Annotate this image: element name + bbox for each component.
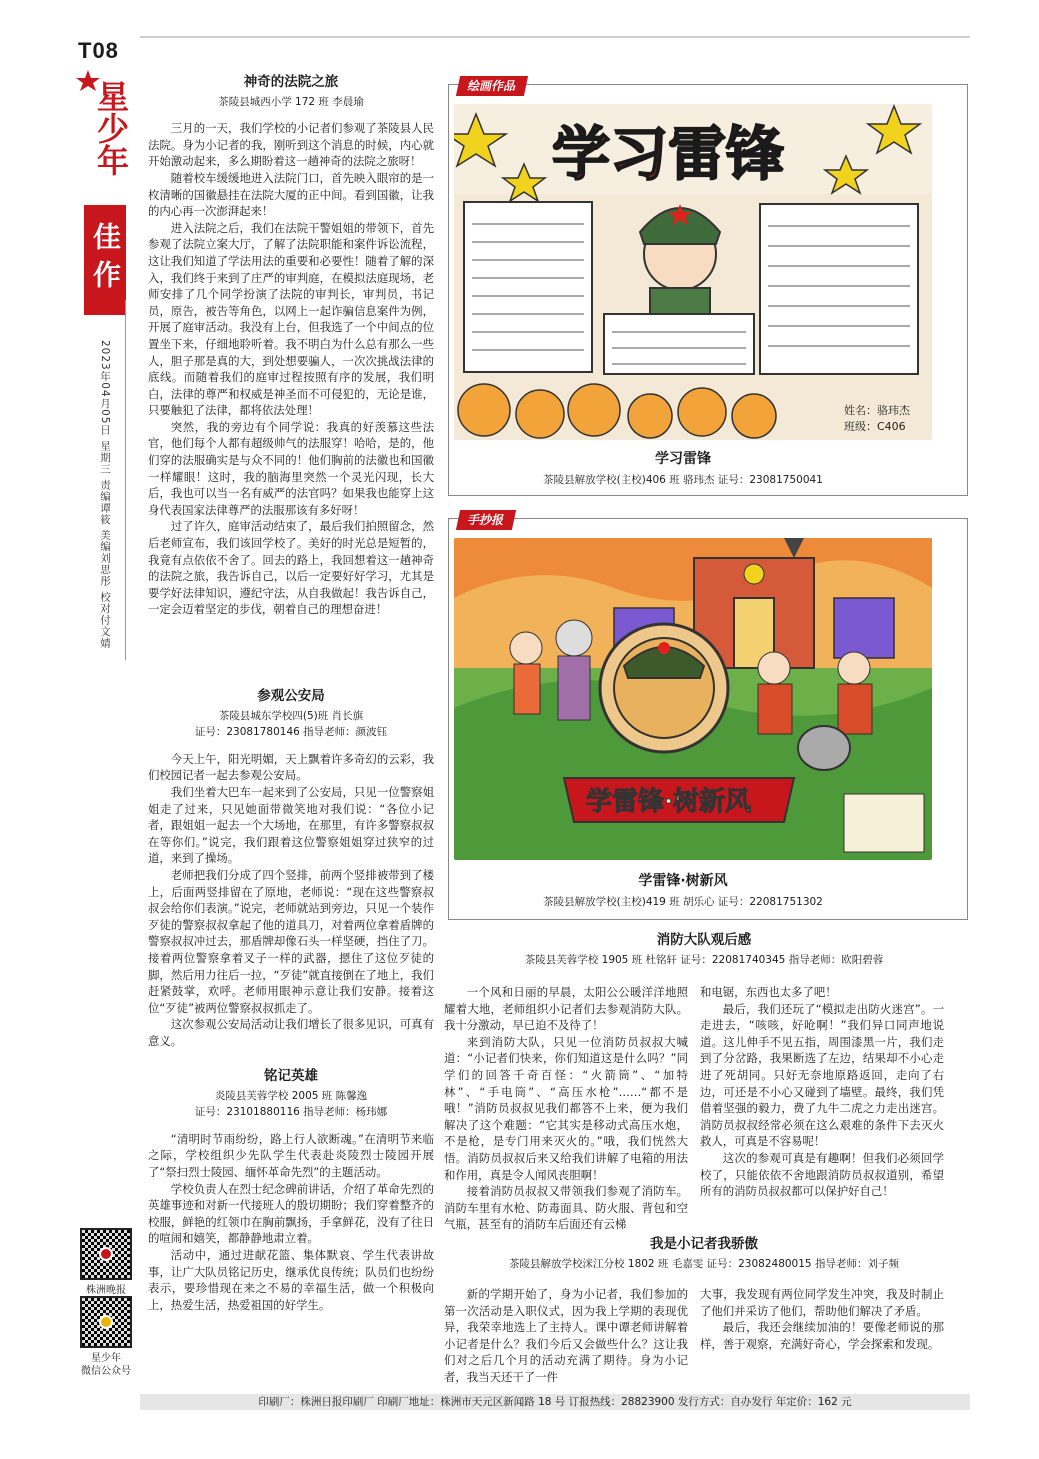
paragraph: 三月的一天，我们学校的小记者们参观了茶陵县人民法院。身为小记者的我，刚听到这个消息的时候，内心就开始激动起来，多么期盼着这一趟神奇的法院之旅呀！ xyxy=(148,121,434,169)
article-title: 神奇的法院之旅 xyxy=(243,74,339,90)
learn-from-leifeng-drawing xyxy=(454,104,932,440)
leifeng-handwritten-paper xyxy=(454,538,932,860)
paragraph: 接着消防员叔叔又带领我们参观了消防车。消防车里有水枪、防毒面具、防火服、背包和空气瓶，甚至有的消防车后面还有云梯 xyxy=(444,1184,688,1232)
article-column-right xyxy=(700,984,944,1200)
qr-code-icon[interactable] xyxy=(80,1228,132,1280)
paragraph: 活动中，通过进献花篮、集体默哀、学生代表讲故事，让广大队员铭记历史，继承优良传统；队员们也纷纷表示，要珍惜现在来之不易的幸福生活，做一个积极向上，热爱生活，热爱祖国的好学生。 xyxy=(148,1247,434,1312)
paragraph: 和电锯，东西也太多了吧！ xyxy=(700,985,837,999)
paragraph: 这次的参观可真是有趣啊！但我们必须回学校了，只能依依不舍地跟消防员叔叔道别，希望所有的消防员叔叔都可以保护好自己！ xyxy=(700,1150,944,1199)
artwork-title: 学雷锋·树新风 xyxy=(638,873,728,889)
artwork-credit: 茶陵县解放学校(主校)406 班 骆玮杰 证号：23081750041 xyxy=(543,474,823,486)
qr-caption: 株洲晚报 xyxy=(86,1285,126,1296)
edition-info: 2023年04月05日 星期三 责编谭筱 美编刘思彤 校对付文婧 xyxy=(99,340,111,649)
article-column-right xyxy=(700,1286,944,1352)
paragraph: 过了许久，庭审活动结束了，最后我们拍照留念，然后老师宣布，我们该回学校了。美好的时光总是短暂的，我竟有点依依不舍了。回去的路上，我回想着这一趟神奇的法院之旅，我告诉自己，以后一定要好好学习，尤其是要学好法律知识，遵纪守法，从自我做起！我告诉自己，一定会迈着坚定的步伐，朝着自己的理想奋进！ xyxy=(148,519,434,617)
paragraph: 我们坐着大巴车一起来到了公安局，只见一位警察姐姐走了过来，只见她面带微笑地对我们说：“各位小记者，跟姐姐一起去一个大场地，在那里，有许多警察叔叔在等你们。”说完，我们跟着这位警察姐姐穿过狭窄的过道，来到了操场。 xyxy=(148,784,434,866)
paragraph: 随着校车缓缓地进入法院门口，首先映入眼帘的是一枚清晰的国徽悬挂在法院大厦的正中间。看到国徽，让我的内心再一次澎湃起来！ xyxy=(148,170,434,219)
article-title: 铭记英雄 xyxy=(264,1068,318,1084)
svg-text:班级：C406: 班级：C406 xyxy=(844,420,906,433)
artwork-title: 学习雷锋 xyxy=(655,451,711,467)
section-label: 佳作 xyxy=(84,205,126,315)
artwork-tag: 手抄报 xyxy=(456,510,516,530)
article-byline: 炎陵县芙蓉学校 2005 班 陈馨逸 xyxy=(214,1089,368,1102)
masthead-logo: 星少年 xyxy=(92,80,130,176)
paragraph: 来到消防大队，只见一位消防员叔叔大喊道：“小记者们快来，你们知道这是什么吗？”同学们的回答千奇百怪：“火箭筒”、“加特林”、“手电筒”、“高压水枪”……“都不是哦！”消防员叔叔见我们都答不上来，便为我们解决了这个难题：“它其实是移动式高压水炮，不是枪，是专门用来灭火的。”哦，我们恍然大悟。消防员叔叔后来又给我们讲解了电箱的用法和作用，真是令人闻风丧胆啊！ xyxy=(444,1034,688,1182)
sidebar-rule xyxy=(125,300,126,660)
paragraph: 最后，我们还玩了“模拟走出防火迷宫”。一走进去，“咳咳，好呛啊！”我们异口同声地说道。这儿伸手不见五指，周围漆黑一片，我们走到了分岔路，我果断选了左边，结果却不小心走进了死胡同。只好无奈地原路返回，走向了右边，可还是不小心又碰到了墙壁。最终，我们凭借着坚强的毅力，费了九牛二虎之力走出迷宫。消防员叔叔经常必须在这么艰难的条件下去灭火救人，可真是不容易呢！ xyxy=(700,1001,944,1149)
artwork-credit: 茶陵县解放学校(主校)419 班 胡乐心 证号：22081751302 xyxy=(543,896,823,908)
article-byline-2: 证号：23101880116 指导老师：杨玮娜 xyxy=(194,1106,388,1119)
artwork-heading: 学习雷锋 xyxy=(552,120,785,188)
paragraph: 新的学期开始了，身为小记者，我们参加的第一次活动是入职仪式，因为我上学期的表现优异，我荣幸地选上了主持人。课中谭老师讲解着小记者是什么？我们今后又会做些什么？这让我们对之后几个月的活动充满了期待。身为小记者，我当天还干了一件 xyxy=(444,1287,688,1384)
artwork-banner: 学雷锋·树新风 xyxy=(586,787,752,817)
article-column-left xyxy=(444,1286,688,1386)
article-column-left xyxy=(444,984,688,1233)
artwork-caption xyxy=(448,870,918,909)
paragraph: 老师把我们分成了四个竖排，前两个竖排被带到了楼上，后面两竖排留在了原地，老师说：“现在这些警察叔叔会给你们表演。”说完，老师就站到旁边，只见一个装作歹徒的警察叔叔拿起了他的道具刀，对着两位拿着盾牌的警察叔叔冲过去，那盾牌却像石头一样坚硬，挡住了刀。接着两位警察拿着叉子一样的武器，摁住了这位歹徒的脚，然后用力往后一拉，“歹徒”就直接倒在了地上，我们赶紧鼓掌，欢呼。老师用眼神示意让我们安静。接着这位“歹徒”被两位警察叔叔抓走了。 xyxy=(148,867,434,1015)
article-police-visit xyxy=(148,688,434,1049)
paragraph: “清明时节雨纷纷，路上行人欲断魂。”在清明节来临之际，学校组织少先队学生代表赴炎陵烈士陵园开展了“祭扫烈士陵园、缅怀革命先烈”的主题活动。 xyxy=(148,1131,434,1179)
qr-code-icon[interactable] xyxy=(80,1296,132,1348)
paragraph: 突然，我的旁边有个同学说：我真的好羡慕这些法官，他们每个人都有超级帅气的法服穿！哈哈，是的，他们穿的法服确实是与众不同的！他们胸前的法徽也和国徽一样耀眼！这时，我的脑海里突然一个灵光闪现，长大后，我也可以当一名有威严的法官吗？如果我也能穿上这身代表国家法律尊严的法服那该有多好呀！ xyxy=(148,419,434,517)
page-number: T08 xyxy=(78,38,119,63)
article-byline: 茶陵县芙蓉学校 1905 班 杜铭轩 证号：22081740345 指导老师：欧阳碧蓉 xyxy=(524,953,884,966)
article-fire-brigade xyxy=(444,932,964,978)
qr-caption: 星少年 微信公众号 xyxy=(81,1353,131,1377)
artwork-tag: 绘画作品 xyxy=(456,76,528,96)
artwork-caption xyxy=(448,448,918,487)
article-title: 我是小记者我骄傲 xyxy=(650,1236,758,1252)
article-title: 参观公安局 xyxy=(257,688,325,704)
article-little-reporter xyxy=(444,1236,964,1282)
paragraph: 一个风和日丽的早晨，太阳公公暖洋洋地照耀着大地，老师组织小记者们去参观消防大队。我十分激动，早已迫不及待了！ xyxy=(444,985,688,1033)
article-court-visit xyxy=(148,74,434,618)
article-byline: 茶陵县解放学校洣江分校 1802 班 毛嘉雯 证号：23082480015 指导老师：刘子频 xyxy=(509,1257,899,1270)
article-byline: 茶陵县城东学校四(5)班 肖长旗 xyxy=(218,709,364,722)
paragraph: 学校负责人在烈士纪念碑前讲话，介绍了革命先烈的英雄事迹和对新一代接班人的殷切期盼；我们穿着整齐的校服，鲜艳的红领巾在胸前飘扬，手拿鲜花，没有了往日的喧闹和嬉笑，都静静地肃立着。 xyxy=(148,1181,434,1246)
paragraph: 大事，我发现有两位同学发生冲突，我及时制止了他们并采访了他们，帮助他们解决了矛盾。 xyxy=(700,1287,944,1318)
article-remember-heroes xyxy=(148,1068,434,1313)
article-byline: 茶陵县城西小学 172 班 李晨瑜 xyxy=(218,95,364,108)
printing-footer: 印刷厂：株洲日报印刷厂 印刷厂地址：株洲市天元区新闻路 18 号 订报热线：28823900 发行方式：自办发行 年定价：162 元 xyxy=(140,1394,970,1410)
paragraph: 今天上午，阳光明媚，天上飘着许多奇幻的云彩，我们校园记者一起去参观公安局。 xyxy=(148,751,434,783)
paragraph: 这次参观公安局活动让我们增长了很多见识，可真有意义。 xyxy=(148,1017,434,1048)
article-byline-2: 证号：23081780146 指导老师：颜波钰 xyxy=(194,726,388,739)
paragraph: 最后，我还会继续加油的！要像老师说的那样，善于观察，充满好奇心，学会探索和发现。 xyxy=(700,1320,944,1351)
top-rule xyxy=(140,36,970,38)
paragraph: 进入法院之后，我们在法院干警姐姐的带领下，首先参观了法院立案大厅，了解了法院职能和案件诉讼流程，这让我们知道了学法用法的重要和必要性！随着了解的深入，我们终于来到了庄严的审判庭，在模拟法庭现场，老师安排了几个同学扮演了法院的审判长，审判员，书记员，原告，被告等角色，以网上一起诈骗信息案件为例，开展了庭审活动。我没有上台，但我选了一个中间点的位置坐下来，仔细地聆听着。我不明白为什么总有那么一些人，胆子那是真的大，到处想要骗人，一次次挑战法律的底线。而随着我们的庭审过程按照有序的发展，我们明白，法律的尊严和权威是神圣而不可侵犯的，无论是谁，只要触犯了法律，都将依法处理！ xyxy=(148,220,434,418)
artwork-signature: 姓名：骆玮杰 xyxy=(844,404,910,417)
article-title: 消防大队观后感 xyxy=(656,932,752,948)
